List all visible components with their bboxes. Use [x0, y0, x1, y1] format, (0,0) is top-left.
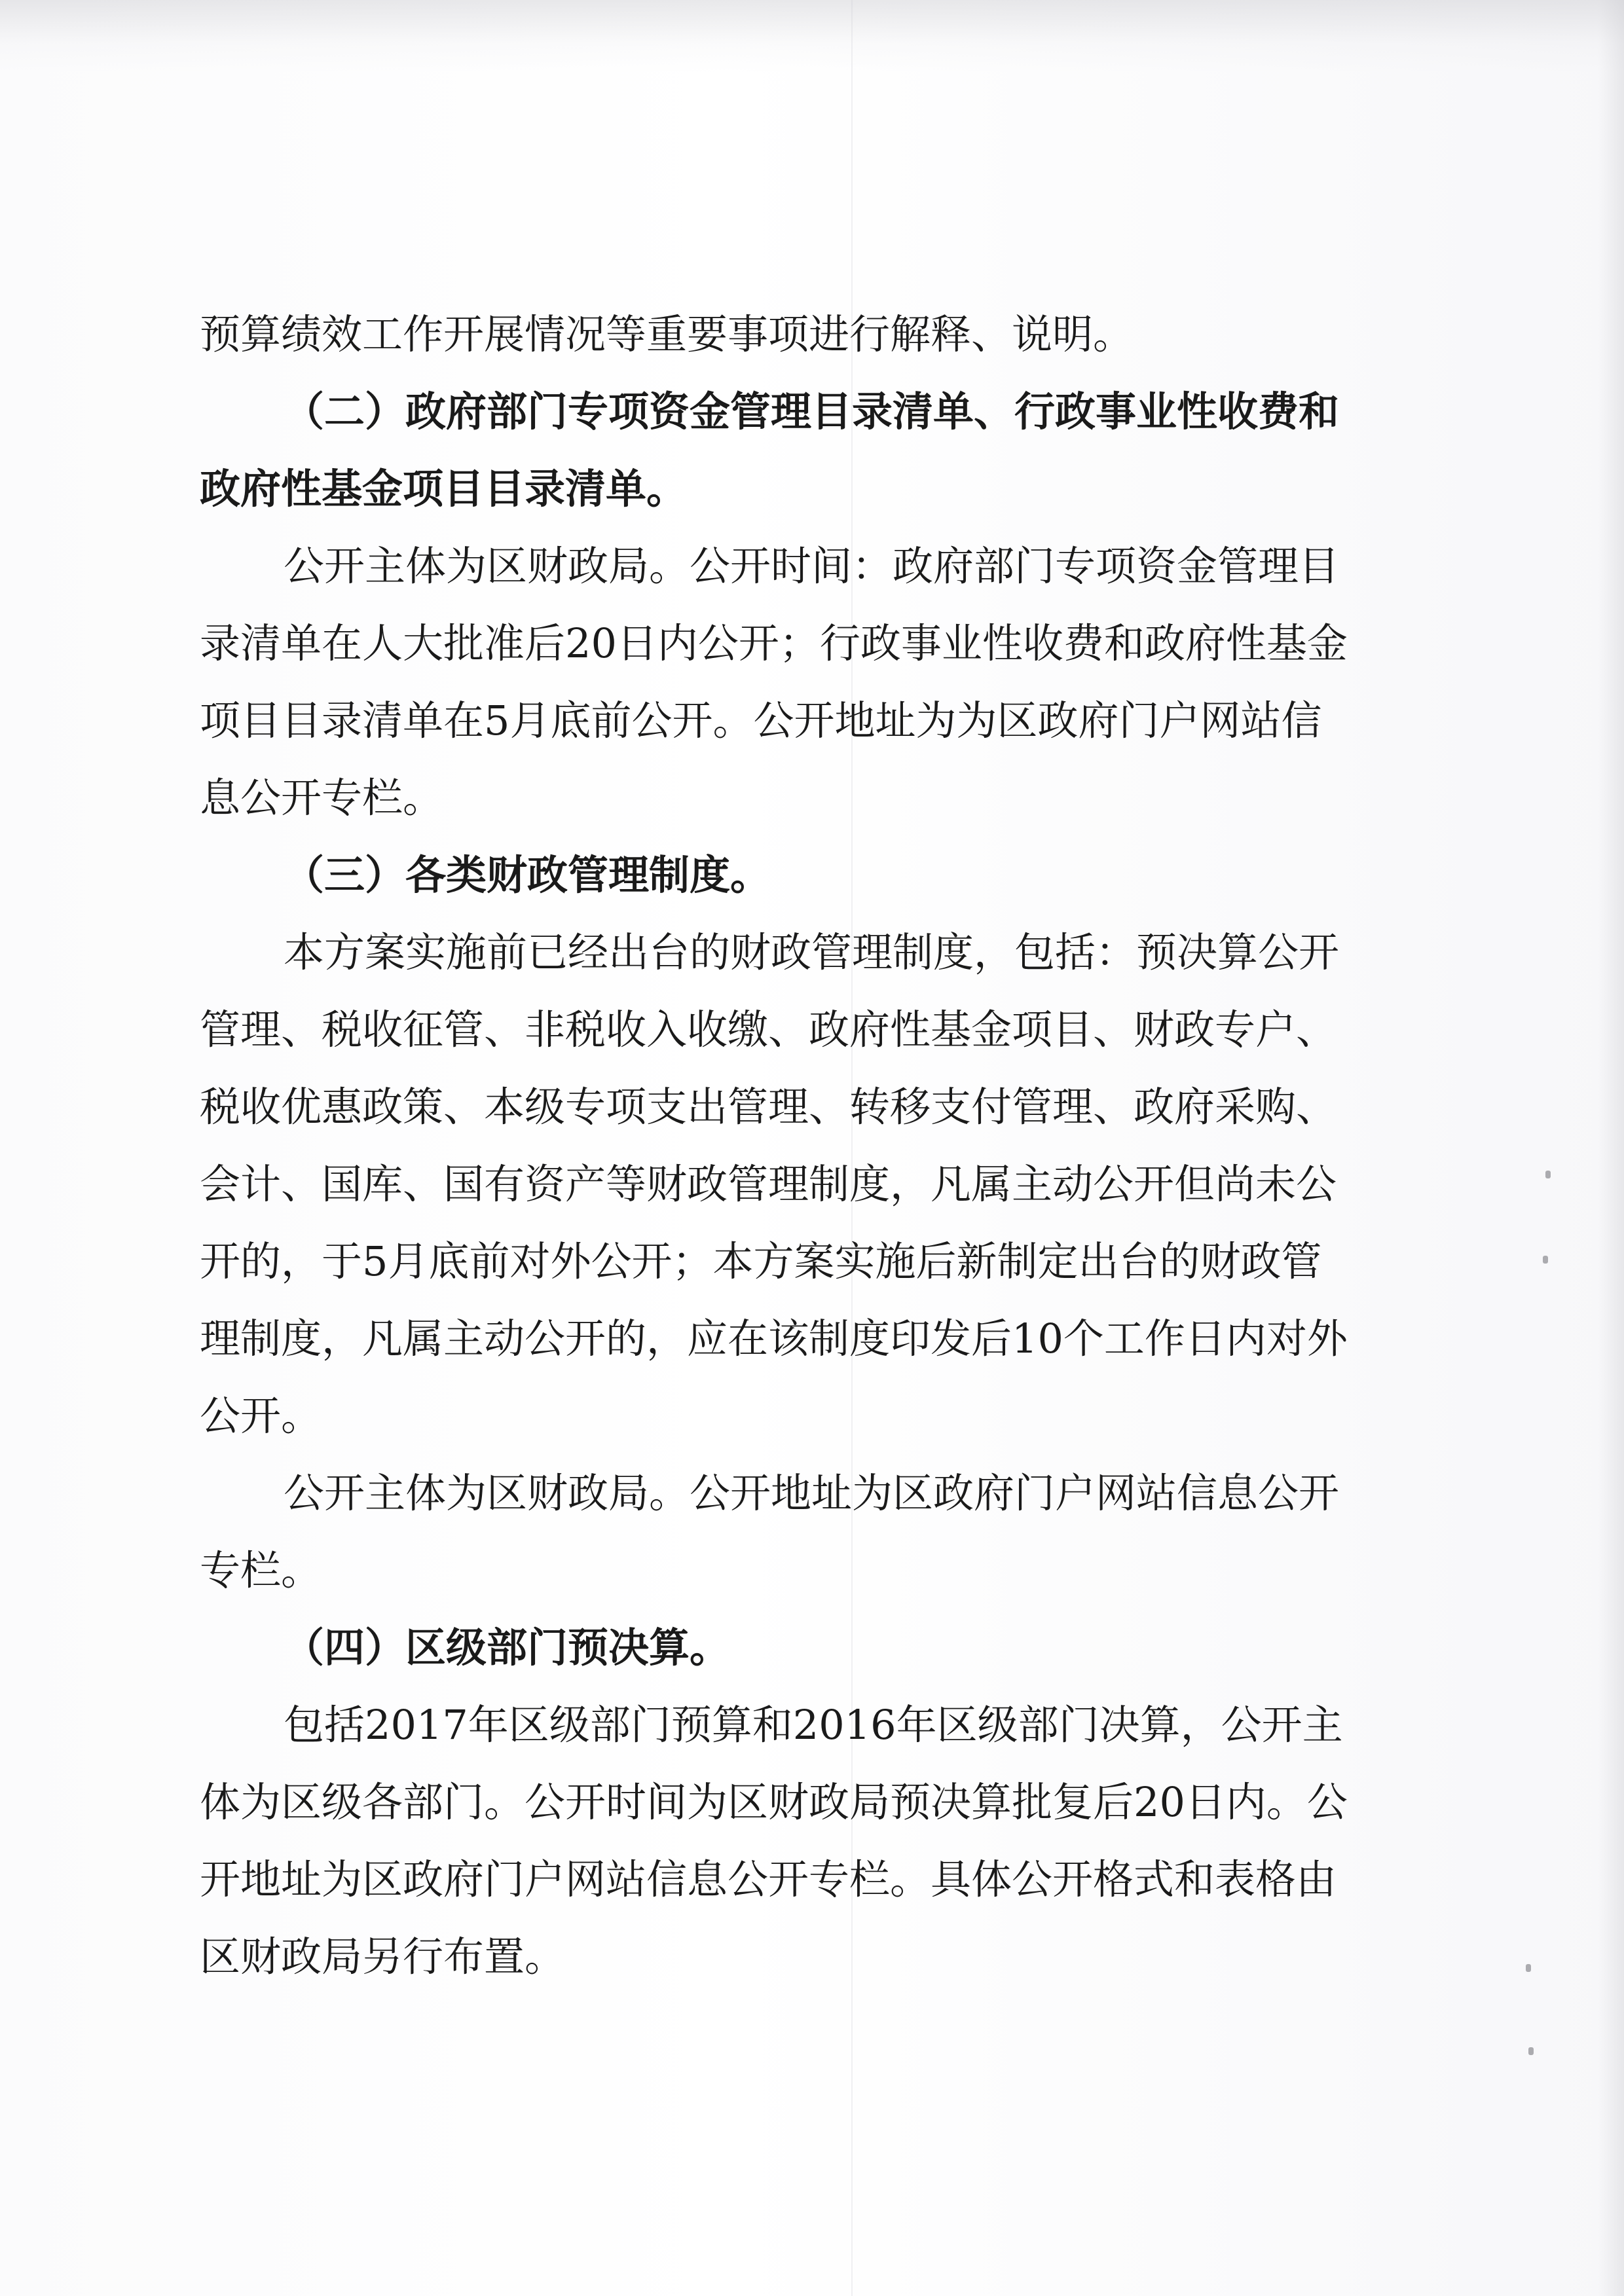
paragraph-line: 息公开专栏。 — [200, 774, 444, 822]
paragraph-line: 项目目录清单在5月底前公开。公开地址为为区政府门户网站信 — [200, 697, 1322, 744]
paragraph-line: 公开。 — [200, 1392, 322, 1440]
paragraph-line: 管理、税收征管、非税收入收缴、政府性基金项目、财政专户、 — [200, 1006, 1337, 1053]
paragraph-line: 包括2017年区级部门预算和2016年区级部门决算，公开主 — [284, 1701, 1343, 1749]
scan-bleed-through — [0, 0, 1624, 72]
section-heading-line: 政府性基金项目目录清单。 — [200, 465, 688, 513]
paragraph-line: 开地址为区政府门户网站信息公开专栏。具体公开格式和表格由 — [200, 1855, 1337, 1903]
paragraph-line: 体为区级各部门。公开时间为区财政局预决算批复后20日内。公 — [200, 1778, 1348, 1826]
section-heading-line: （四）区级部门预决算。 — [284, 1624, 731, 1671]
section-heading-line: （三）各类财政管理制度。 — [284, 851, 771, 899]
scan-speck — [1545, 1171, 1551, 1178]
paragraph-line: 公开主体为区财政局。公开时间：政府部门专项资金管理目 — [284, 542, 1340, 590]
paragraph-line: 公开主体为区财政局。公开地址为区政府门户网站信息公开 — [284, 1469, 1340, 1517]
paragraph-line: 区财政局另行布置。 — [200, 1933, 566, 1980]
scan-edge-shadow — [1598, 0, 1624, 2296]
paragraph-line: 税收优惠政策、本级专项支出管理、转移支付管理、政府采购、 — [200, 1083, 1337, 1131]
scan-speck — [1526, 1964, 1531, 1972]
scan-speck — [1528, 2047, 1534, 2055]
paragraph-line: 录清单在人大批准后20日内公开；行政事业性收费和政府性基金 — [200, 619, 1348, 667]
section-heading-line: （二）政府部门专项资金管理目录清单、行政事业性收费和 — [284, 388, 1340, 435]
body-text — [200, 296, 1405, 1995]
paragraph-line: 会计、国库、国有资产等财政管理制度，凡属主动公开但尚未公 — [200, 1160, 1337, 1208]
scan-speck — [1543, 1256, 1548, 1264]
paragraph-line: 预算绩效工作开展情况等重要事项进行解释、说明。 — [200, 310, 1134, 358]
paragraph-line: 本方案实施前已经出台的财政管理制度，包括：预决算公开 — [284, 928, 1340, 976]
paragraph-line: 专栏。 — [200, 1546, 322, 1594]
paragraph-line: 理制度，凡属主动公开的，应在该制度印发后10个工作日内对外 — [200, 1315, 1348, 1362]
paragraph-line: 开的，于5月底前对外公开；本方案实施后新制定出台的财政管 — [200, 1237, 1322, 1285]
